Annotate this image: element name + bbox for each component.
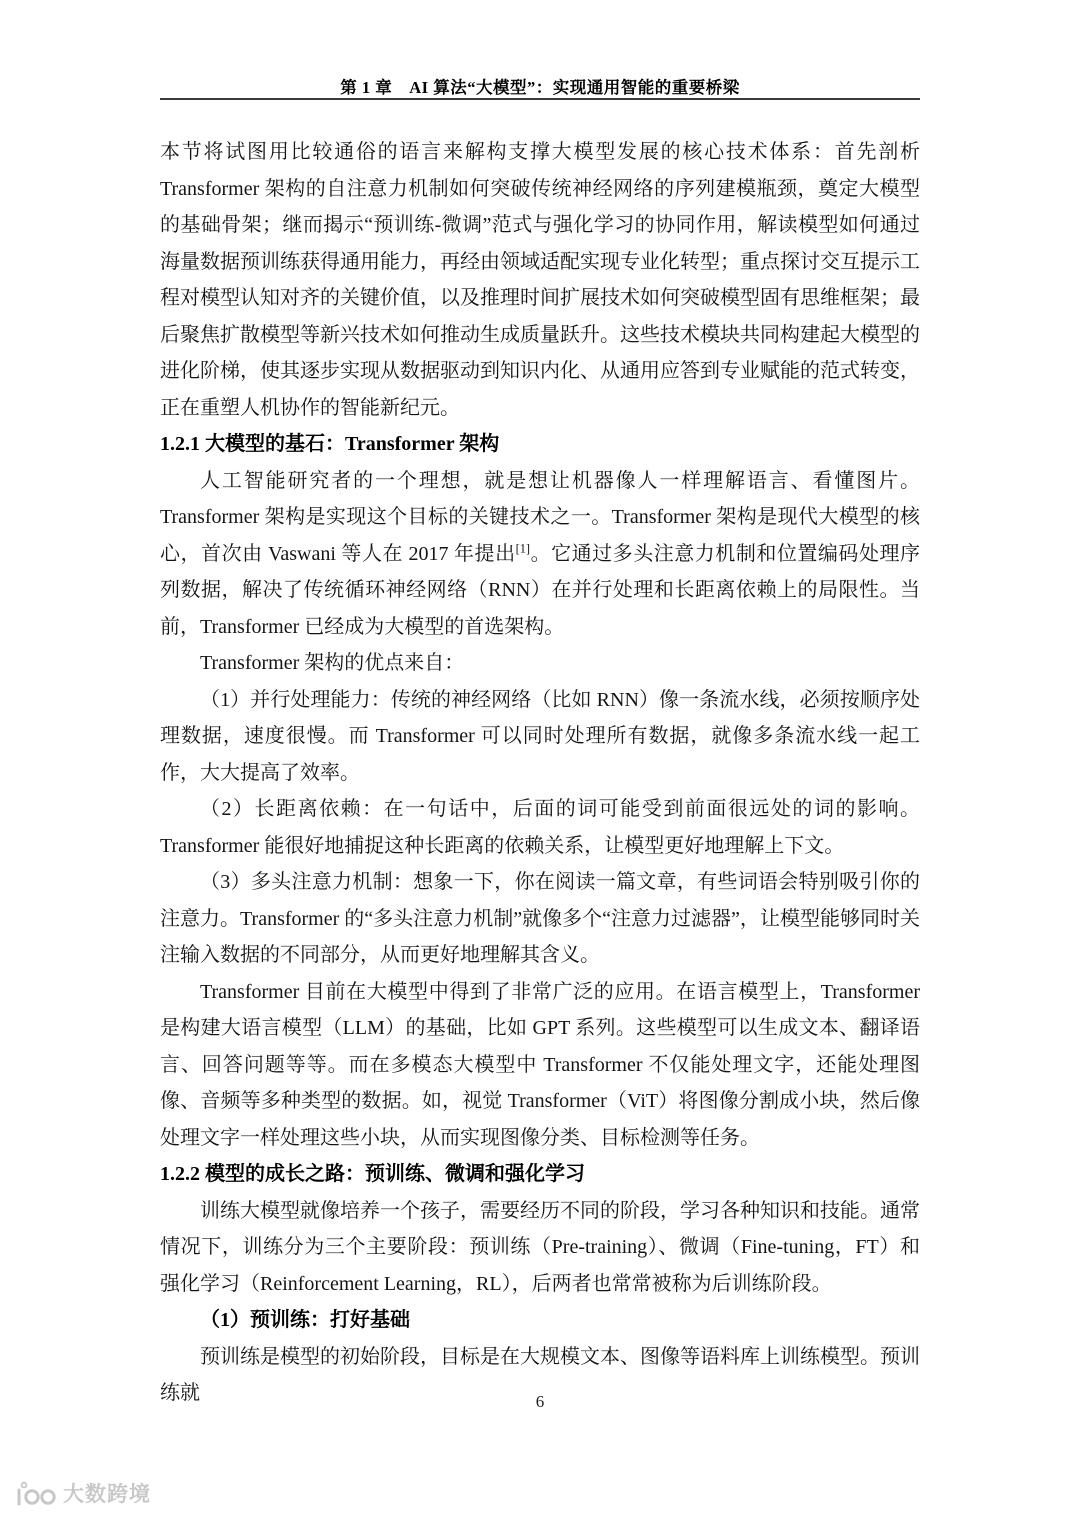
page-number: 6	[535, 1392, 545, 1411]
paragraph-transformer-applications: Transformer 目前在大模型中得到了非常广泛的应用。在语言模型上，Transformer 是构建大语言模型（LLM）的基础，比如 GPT 系列。这些模型可以生成文本、翻译语言、回答问题等等。而在多模态大模型中 Transformer 不仅能处理文字，还能处理图像、音频等多种类型的数据。如，视觉 Transformer（ViT）将图像分割成小块，然后像处理文字一样处理这些小块，从而实现图像分类、目标检测等任务。	[160, 980, 920, 1149]
paragraph-text: 人工智能研究者的一个理想，就是想让机器像人一样理解语言、看懂图片。Transformer 架构是实现这个目标的关键技术之一。Transformer 架构是现代大模型的核心，首次由 Vaswani 等人在 2017 年提出	[160, 469, 920, 565]
chapter-header-title: 第 1 章 AI 算法“大模型”：实现通用智能的重要桥梁	[340, 78, 740, 97]
citation-ref-1: [1]	[515, 540, 531, 555]
paragraph-transformer-overview	[160, 463, 920, 646]
intro-paragraph: 本节将试图用比较通俗的语言来解构支撑大模型发展的核心技术体系：首先剖析 Transformer 架构的自注意力机制如何突破传统神经网络的序列建模瓶颈，奠定大模型的基础骨架；继而揭示“预训练-微调”范式与强化学习的协同作用，解读模型如何通过海量数据预训练获得通用能力，再经由领域适配实现专业化转型；重点探讨交互提示工程对模型认知对齐的关键价值，以及推理时间扩展技术如何突破模型固有思维框架；最后聚焦扩散模型等新兴技术如何推动生成质量跃升。这些技术模块共同构建起大模型的进化阶梯，使其逐步实现从数据驱动到知识内化、从通用应答到专业赋能的范式转变，正在重塑人机协作的智能新纪元。	[160, 141, 920, 419]
paragraph-training-stages: 训练大模型就像培养一个孩子，需要经历不同的阶段，学习各种知识和技能。通常情况下，训练分为三个主要阶段：预训练（Pre-training）、微调（Fine-tuning，FT）和强化学习（Reinforcement Learning，RL），后两者也常常被称为后训练阶段。	[160, 1199, 920, 1295]
paragraph-pretraining-intro: 预训练是模型的初始阶段，目标是在大规模文本、图像等语料库上训练模型。预训练就	[160, 1345, 920, 1404]
section-heading-1-2-1: 1.2.1 大模型的基石：Transformer 架构	[160, 433, 500, 455]
subsection-heading-pretraining: （1）预训练：打好基础	[200, 1309, 410, 1331]
watermark	[16, 1478, 151, 1508]
dashukuajing-logo-icon	[16, 1480, 56, 1506]
section-heading-1-2-2: 1.2.2 模型的成长之路：预训练、微调和强化学习	[160, 1163, 585, 1185]
paragraph-advantage-multihead: （3）多头注意力机制：想象一下，你在阅读一篇文章，有些词语会特别吸引你的注意力。Transformer 的“多头注意力机制”就像多个“注意力过滤器”，让模型能够同时关注输入数据的不同部分，从而更好地理解其含义。	[160, 871, 920, 966]
paragraph-text: 。它通过多头注意力机制和位置编码处理序列数据，解决了传统循环神经网络（RNN）在并行处理和长距离依赖上的局限性。当前，Transformer 已经成为大模型的首选架构。	[160, 542, 920, 638]
page-content	[160, 134, 920, 1412]
paragraph-advantages-lead: Transformer 架构的优点来自：	[200, 652, 465, 674]
header-divider	[160, 98, 920, 100]
page-footer	[160, 1392, 920, 1412]
paragraph-advantage-long-range: （2）长距离依赖：在一句话中，后面的词可能受到前面很远处的词的影响。Transformer 能很好地捕捉这种长距离的依赖关系，让模型更好地理解上下文。	[160, 798, 920, 857]
paragraph-advantage-parallel: （1）并行处理能力：传统的神经网络（比如 RNN）像一条流水线，必须按顺序处理数据，速度很慢。而 Transformer 可以同时处理所有数据，就像多条流水线一起工作，大大提高了效率。	[160, 688, 920, 784]
watermark-text: 大数跨境	[63, 1483, 151, 1506]
